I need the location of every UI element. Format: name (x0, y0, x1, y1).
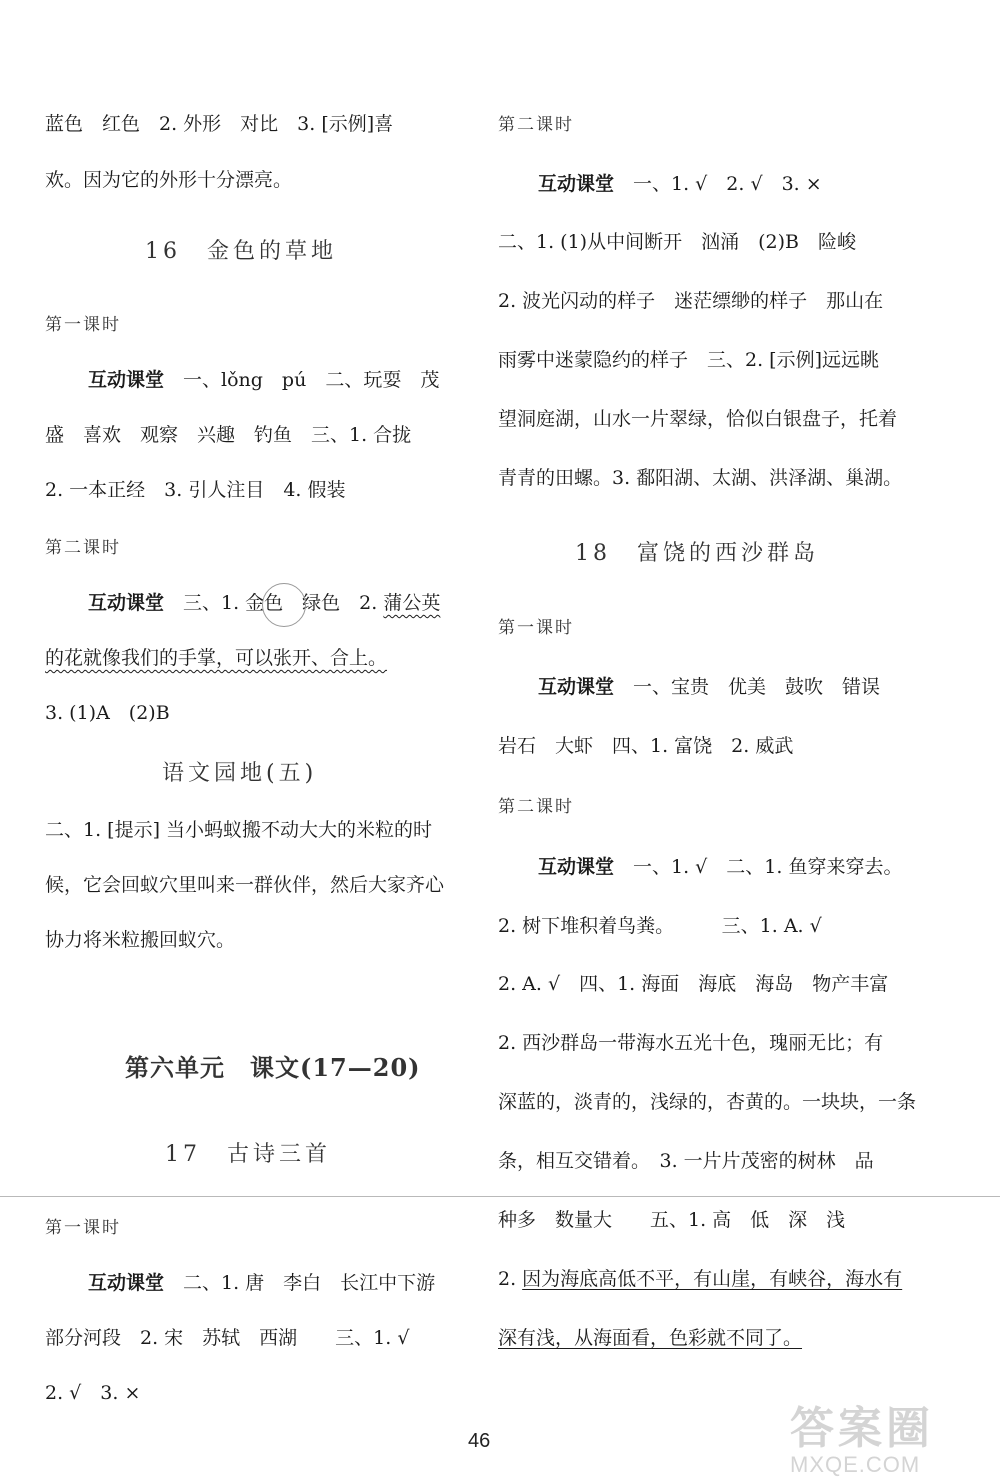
answer-line (88, 1271, 435, 1295)
section-label: 互动课堂 (88, 592, 165, 614)
answer-line: 二、1. [提示] 当小蚂蚁搬不动大大的米粒的时 (45, 819, 433, 841)
answer-line: 盛 喜欢 观察 兴趣 钓鱼 三、1. 合拢 (45, 424, 412, 446)
answer-text: 二、1. 唐 李白 长江中下游 (164, 1272, 436, 1294)
lesson-16-title: 16 金色的草地 (145, 239, 337, 264)
answer-line: 2. 一本正经 3. 引人注目 4. 假装 (45, 479, 346, 501)
answer-text: 一、lǒng pú 二、玩耍 茂 (164, 369, 440, 391)
answer-line: 深蓝的，淡青的，浅绿的，杏黄的。一块块，一条 (498, 1091, 917, 1113)
garden-title: 语文园地(五) (162, 761, 318, 786)
answer-line: 2. A. √ 四、1. 海面 海底 海岛 物产丰富 (498, 973, 889, 995)
section-label: 互动课堂 (88, 369, 165, 391)
section-heading: 第二课时 (498, 115, 574, 135)
stamp-seal (262, 583, 306, 627)
answer-line: 蓝色 红色 2. 外形 对比 3. [示例]喜 (45, 113, 394, 135)
section-heading: 第一课时 (45, 1218, 121, 1238)
wavy-underlined-text: 蒲公英 (383, 592, 441, 614)
unit-title: 第六单元 课文(17—20) (125, 1053, 421, 1082)
answer-text: 一、1. √ 二、1. 鱼穿来穿去。 (614, 856, 903, 878)
lesson-18-title: 18 富饶的西沙群岛 (575, 541, 819, 566)
answer-line (498, 1267, 902, 1291)
answer-line: 二、1. (1)从中间断开 汹涌 (2)B 险峻 (498, 231, 856, 253)
answer-line: 3. (1)A (2)B (45, 702, 170, 724)
answer-line: 欢。因为它的外形十分漂亮。 (45, 169, 293, 191)
watermark-site: MXQE.COM (790, 1452, 921, 1477)
section-heading: 第一课时 (45, 315, 121, 335)
answer-line: 2. 西沙群岛一带海水五光十色，瑰丽无比；有 (498, 1032, 884, 1054)
watermark-text: 答案圈 (790, 1404, 934, 1453)
answer-line: 青青的田螺。3. 鄱阳湖、太湖、洪泽湖、巢湖。 (498, 467, 903, 489)
section-label: 互动课堂 (88, 1272, 165, 1294)
watermark-logo (790, 1392, 934, 1478)
answer-line: 岩石 大虾 四、1. 富饶 2. 威武 (498, 735, 794, 757)
answer-text: 2. (498, 1268, 523, 1290)
page-divider (0, 1196, 1000, 1197)
section-heading: 第二课时 (498, 797, 574, 817)
section-heading: 第一课时 (498, 618, 574, 638)
wavy-underlined-answer: 的花就像我们的手掌，可以张开、合上。 (45, 647, 388, 669)
underlined-answer: 深有浅，从海面看，色彩就不同了。 (498, 1327, 803, 1349)
answer-line: 条，相互交错着。 3. 一片片茂密的树林 品 (498, 1150, 874, 1172)
answer-line: 候，它会回蚁穴里叫来一群伙伴，然后大家齐心 (45, 874, 445, 896)
answer-text: 三、1. 金色 绿色 2. (164, 592, 384, 614)
underlined-answer: 因为海底高低不平，有山崖，有峡谷，海水有 (522, 1268, 903, 1290)
section-heading: 第二课时 (45, 538, 121, 558)
section-label: 互动课堂 (538, 856, 615, 878)
answer-line (538, 675, 880, 699)
answer-line: 雨雾中迷蒙隐约的样子 三、2. [示例]远远眺 (498, 349, 879, 371)
answer-line: 望洞庭湖，山水一片翠绿，恰似白银盘子，托着 (498, 408, 898, 430)
answer-line (538, 855, 902, 879)
answer-line: 2. √ 3. × (45, 1382, 141, 1404)
answer-line: 种多 数量大 五、1. 高 低 深 浅 (498, 1209, 846, 1231)
answer-line: 2. 树下堆积着鸟粪。 三、1. A. √ (498, 915, 822, 937)
answer-line: 部分河段 2. 宋 苏轼 西湖 三、1. √ (45, 1327, 410, 1349)
lesson-17-title: 17 古诗三首 (165, 1142, 331, 1167)
section-label: 互动课堂 (538, 676, 615, 698)
answer-text: 一、宝贵 优美 鼓吹 错误 (614, 676, 881, 698)
answer-line (88, 368, 439, 392)
answer-line: 协力将米粒搬回蚁穴。 (45, 929, 236, 951)
answer-line (538, 172, 822, 196)
answer-text: 一、1. √ 2. √ 3. × (614, 173, 822, 195)
page-number: 46 (468, 1430, 491, 1452)
answer-line: 2. 波光闪动的样子 迷茫缥缈的样子 那山在 (498, 290, 884, 312)
section-label: 互动课堂 (538, 173, 615, 195)
